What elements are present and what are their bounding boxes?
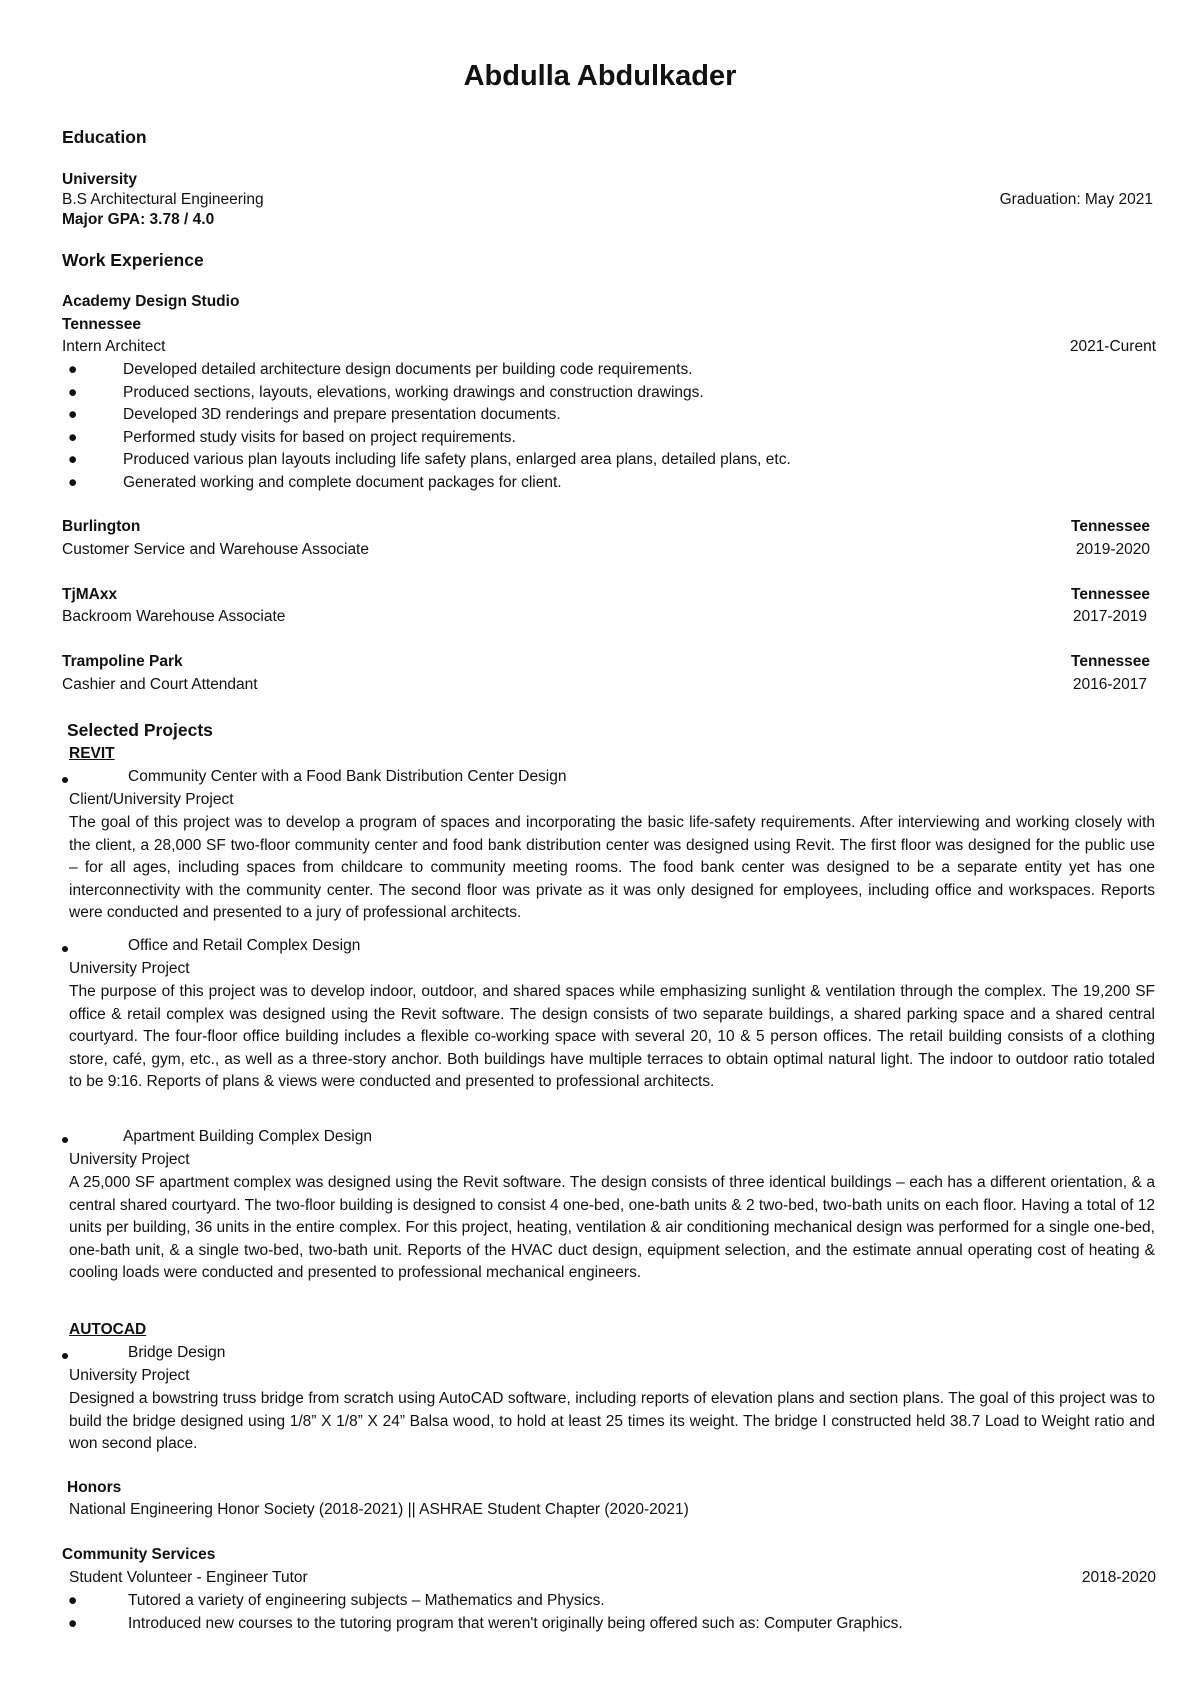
bullet-icon: [62, 769, 68, 789]
job-bullet: Produced various plan layouts including life safety plans, enlarged area plans, detailed plans, etc.: [123, 451, 791, 468]
project-type: University Project: [69, 1151, 190, 1168]
job-location: Tennessee: [1071, 653, 1150, 670]
bullet-icon: ●: [68, 1592, 78, 1609]
project-title: Bridge Design: [128, 1344, 226, 1361]
honors-text: National Engineering Honor Society (2018-2021) || ASHRAE Student Chapter (2020-2021): [69, 1501, 689, 1518]
job-company: TjMAxx: [62, 586, 118, 603]
community-bullet: Tutored a variety of engineering subjects – Mathematics and Physics.: [128, 1592, 605, 1609]
project-type: Client/University Project: [69, 791, 234, 808]
job-bullet: Generated working and complete document packages for client.: [123, 474, 562, 491]
work-heading: Work Experience: [62, 250, 204, 270]
bullet-icon: ●: [68, 429, 78, 446]
job-bullet: Performed study visits for based on project requirements.: [123, 429, 516, 446]
education-degree: B.S Architectural Engineering: [62, 191, 264, 208]
project-title: Office and Retail Complex Design: [128, 937, 361, 954]
honors-heading: Honors: [67, 1479, 122, 1496]
job-dates: 2021-Curent: [1069, 338, 1156, 355]
job-title: Cashier and Court Attendant: [62, 676, 258, 693]
project-type: University Project: [69, 1367, 190, 1384]
bullet-icon: [62, 1129, 68, 1149]
revit-label: REVIT: [69, 745, 115, 762]
job-dates: 2016-2017: [1072, 676, 1147, 693]
education-heading: Education: [62, 127, 147, 147]
bullet-icon: ●: [68, 1615, 78, 1632]
bullet-icon: ●: [68, 361, 78, 378]
autocad-label: AUTOCAD: [69, 1321, 147, 1338]
education-gpa: Major GPA: 3.78 / 4.0: [62, 211, 215, 228]
project-description: The goal of this project was to develop a program of spaces and incorporating the basic life-safety requirements. After interviewing and working closely with the client, a 28,000 SF two-floor community center and food bank distribution center was designed using Revit. The first floor was designed for the public use – for all ages, including spaces from childcare to community meeting rooms. The food bank center was designed to be a separate entity yet has one interconnectivity with the community center. The second floor was private as it was only designed for employees, including office and workspaces. Reports were conducted and presented to a jury of professional architects.: [69, 814, 1155, 921]
candidate-name: Abdulla Abdulkader: [463, 60, 737, 92]
job-bullet: Developed detailed architecture design documents per building code requirements.: [123, 361, 693, 378]
bullet-icon: ●: [68, 474, 78, 491]
project-description: The purpose of this project was to develop indoor, outdoor, and shared spaces while emphasizing sunlight & ventilation through the complex. The 19,200 SF office & retail complex was designed using the Revit software. The design consists of two separate buildings, a shared parking space and a shared central courtyard. The four-floor office building includes a flexible co-working space with several 20, 10 & 5 person offices. The retail building consists of a clothing store, café, gym, etc., as well as a three-story anchor. Both buildings have multiple terraces to obtain optimal natural light. The indoor to outdoor ratio totaled to be 9:16. Reports of plans & views were conducted and presented to professional architects.: [69, 983, 1155, 1090]
projects-heading: Selected Projects: [67, 720, 213, 740]
education-graduation: Graduation: May 2021: [999, 191, 1153, 208]
bullet-icon: ●: [68, 384, 78, 401]
job-bullet: Produced sections, layouts, elevations, working drawings and construction drawings.: [123, 384, 704, 401]
project-title: Community Center with a Food Bank Distribution Center Design: [128, 768, 567, 785]
job-bullet: Developed 3D renderings and prepare presentation documents.: [123, 406, 561, 423]
job-dates: 2017-2019: [1072, 608, 1147, 625]
community-heading: Community Services: [62, 1546, 216, 1563]
job-company: Academy Design Studio: [62, 293, 240, 310]
community-role: Student Volunteer - Engineer Tutor: [69, 1569, 308, 1586]
bullet-icon: ●: [68, 406, 78, 423]
job-title: Intern Architect: [62, 338, 166, 355]
job-location: Tennessee: [1071, 518, 1150, 535]
job-dates: 2019-2020: [1075, 541, 1150, 558]
job-location: Tennessee: [1071, 586, 1150, 603]
job-location: Tennessee: [62, 316, 141, 333]
community-bullet: Introduced new courses to the tutoring program that weren't originally being offered such as: Computer Graphics.: [128, 1615, 903, 1632]
job-title: Customer Service and Warehouse Associate: [62, 541, 369, 558]
job-company: Trampoline Park: [62, 653, 183, 670]
job-title: Backroom Warehouse Associate: [62, 608, 286, 625]
project-description: Designed a bowstring truss bridge from scratch using AutoCAD software, including reports of elevation plans and section plans. The goal of this project was to build the bridge designed using 1/8” X 1/8” X 24” Balsa wood, to hold at least 25 times its weight. The bridge I constructed held 38.7 Load to Weight ratio and won second place.: [69, 1390, 1155, 1452]
bullet-icon: [62, 938, 68, 958]
bullet-icon: [62, 1345, 68, 1365]
project-description: A 25,000 SF apartment complex was designed using the Revit software. The design consists of three identical buildings – each has a different orientation, & a central shared courtyard. The two-floor building is designed to consist 4 one-bed, one-bath units & 2 two-bed, two-bath units on each floor. Having a total of 12 units per building, 36 units in the entire complex. For this project, heating, ventilation & air conditioning mechanical design was performed for a single one-bed, one-bath unit, & a single two-bed, two-bath unit. Reports of the HVAC duct design, equipment selection, and the estimate annual operating cost of heating & cooling loads were conducted and presented to professional mechanical engineers.: [69, 1174, 1155, 1281]
project-type: University Project: [69, 960, 190, 977]
bullet-icon: ●: [68, 451, 78, 468]
education-school: University: [62, 171, 137, 188]
project-title: Apartment Building Complex Design: [123, 1128, 372, 1145]
community-dates: 2018-2020: [1081, 1569, 1156, 1586]
job-company: Burlington: [62, 518, 141, 535]
